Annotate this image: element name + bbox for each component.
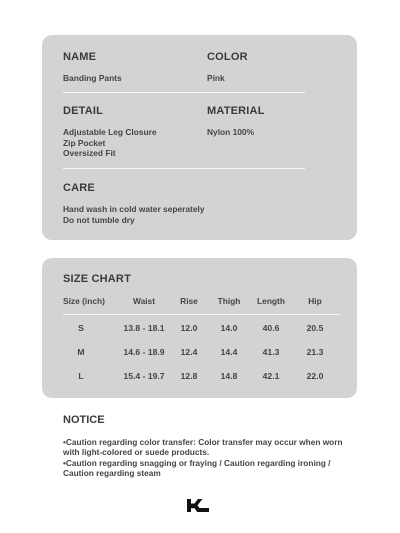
care-label: CARE xyxy=(63,182,95,194)
length-cell: 41.3 xyxy=(262,347,280,357)
waist-header: Waist xyxy=(132,296,156,306)
name-value: Banding Pants xyxy=(63,73,122,83)
notice-item: •Caution regarding color transfer: Color transfer may occur when worn with light-colored or suede products. xyxy=(63,437,343,458)
notice-item: •Caution regarding snagging or fraying / Caution regarding ironing / Caution regarding steam xyxy=(63,457,331,479)
notice-title: NOTICE xyxy=(63,414,105,426)
size-chart-card xyxy=(42,258,357,398)
name-label: NAME xyxy=(63,51,97,63)
length-cell: 42.1 xyxy=(262,371,280,381)
detail-line: Zip Pocket xyxy=(63,137,106,148)
size-chart-title: SIZE CHART xyxy=(63,273,131,285)
rise-cell: 12.8 xyxy=(180,371,198,381)
size-cell: M xyxy=(77,347,85,357)
hip-cell: 21.3 xyxy=(306,347,324,357)
notice-body xyxy=(63,437,353,479)
thigh-cell: 14.8 xyxy=(220,371,238,381)
size-cell: S xyxy=(78,323,84,333)
color-value: Pink xyxy=(207,73,225,83)
detail-line: Oversized Fit xyxy=(63,148,116,158)
material-label: MATERIAL xyxy=(207,105,265,117)
product-info-card xyxy=(42,35,357,240)
thigh-cell: 14.4 xyxy=(220,347,238,357)
thigh-header: Thigh xyxy=(217,296,241,306)
size-cell: L xyxy=(78,371,84,381)
thigh-cell: 14.0 xyxy=(220,323,238,333)
rise-cell: 12.4 xyxy=(180,347,198,357)
hip-header: Hip xyxy=(308,296,322,306)
care-line: Do not tumble dry xyxy=(63,214,135,225)
rise-cell: 12.0 xyxy=(180,323,198,333)
waist-cell: 15.4 - 19.7 xyxy=(123,371,165,381)
waist-cell: 14.6 - 18.9 xyxy=(123,347,165,357)
length-cell: 40.6 xyxy=(262,323,280,333)
table-divider xyxy=(63,314,340,315)
hip-cell: 20.5 xyxy=(306,323,324,333)
rise-header: Rise xyxy=(180,296,198,306)
size-header: Size (inch) xyxy=(63,296,105,306)
waist-cell: 13.8 - 18.1 xyxy=(123,323,165,333)
hip-cell: 22.0 xyxy=(306,371,324,381)
detail-label: DETAIL xyxy=(63,105,104,117)
detail-line: Adjustable Leg Closure xyxy=(63,127,157,137)
length-header: Length xyxy=(257,296,285,306)
care-line: Hand wash in cold water seperately xyxy=(63,204,205,214)
color-label: COLOR xyxy=(207,51,248,63)
divider xyxy=(63,92,305,93)
brand-logo-icon xyxy=(186,498,214,513)
material-value: Nylon 100% xyxy=(207,127,255,137)
divider xyxy=(63,168,305,169)
